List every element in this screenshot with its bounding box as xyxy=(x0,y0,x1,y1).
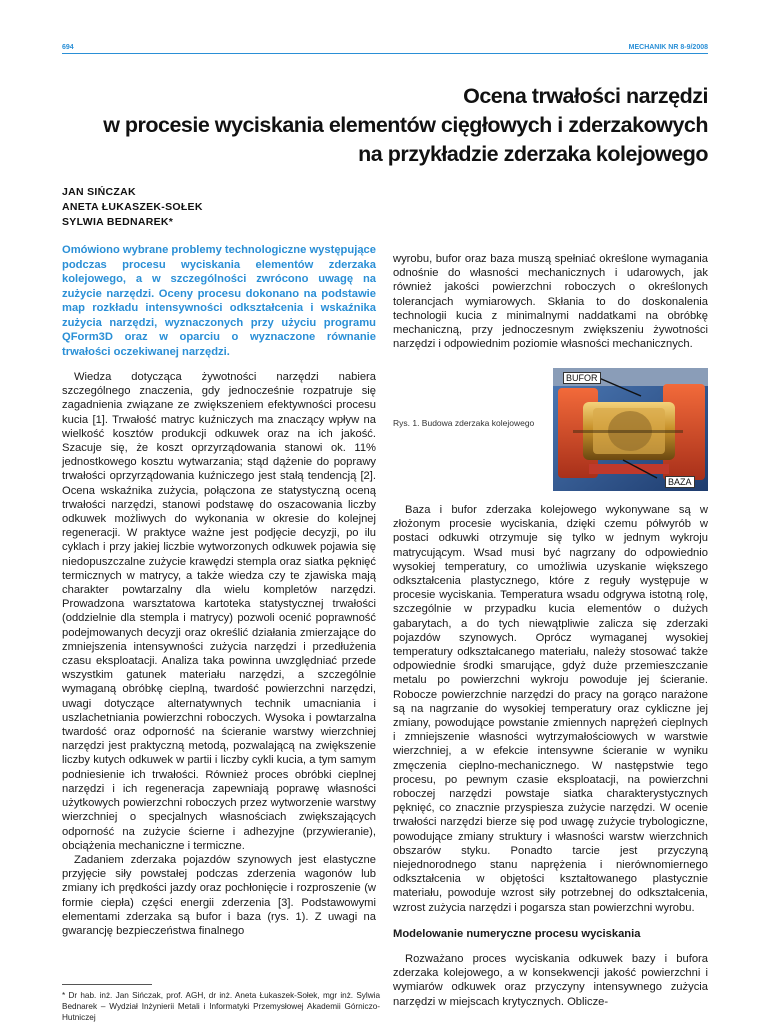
right-column-lower xyxy=(393,503,708,1009)
footnote-rule xyxy=(62,984,152,985)
author-3: SYLWIA BEDNAREK* xyxy=(62,216,174,228)
title-line-1: Ocena trwałości narzędzi xyxy=(463,84,708,108)
body-paragraph-3: wyrobu, bufor oraz baza muszą spełniać określone wymagania odnośnie do własności mechanicznych i udarowych, jak również jakości powierzchni roboczych o określonych tolerancjach wymiarowych. Skłania to do doskonalenia technologii kucia z minimalnymi naddatkami na obróbkę mechaniczną, przy jednoczesnym zwiększeniu żywotności narzędzi i odpowiednim poziomie własności mechanicznych. xyxy=(393,253,708,351)
left-column xyxy=(62,243,376,938)
figure-1 xyxy=(393,368,708,492)
right-column xyxy=(393,252,708,351)
header-rule xyxy=(62,53,708,54)
section-heading: Modelowanie numeryczne procesu wyciskania xyxy=(393,927,641,940)
article-title xyxy=(62,82,708,169)
title-line-2: w procesie wyciskania elementów cięgłowych i zderzakowych xyxy=(103,113,708,137)
journal-name: MECHANIK NR 8-9/2008 xyxy=(628,44,708,51)
body-paragraph-1: Wiedza dotycząca żywotności narzędzi nabiera szczególnego znaczenia, gdy jednocześnie rozpatruje się zagadnienia związane ze zwiększeniem efektywności procesu kucia [1]. Trwałość matryc kuźniczych ma znaczący wpływ na wielkość kosztów produkcji odkuwek oraz na ich jakość. Szacuje się, że koszt oprzyrządowania stanowi ok. 11% jednostkowego kosztu wytwarzania; stąd dążenie do poprawy trwałości oprzyrządowania kuźniczego jest stałą tendencją [2]. Ocena wskaźnika zużycia, połączona ze statystyczną oceną trwałości narzędzi, stanowi podstawę do oszacowania liczby odkuwek możliwych do wykonania w okresie do kolejnej regeneracji. W praktyce ważne jest podjęcie decyzji, po ilu cyklach i przy jakiej liczbie wytworzonych odkuwek pojawia się niedopuszczalne zużycie krawędzi stempla oraz siatka pęknięć termicznych w matrycy, a także wiedza czy te zjawiska mają charakter powtarzalny dla wielu kompletów narzędzi. Prowadzona warsztatowa kartoteka statystycznej trwałości (oddzielnie dla stempla i matrycy) pozwoli ocenić poprawność podejmowanych decyzji oraz określić działania zmierzające do zmniejszenia intensywności zużycia narzędzi i przedłużenia czasu eksploatacji. Analiza taka powinna uwzględniać przede wszystkim gatunek materiału narzędzi, a szczególnie wymaganą obróbkę cieplną, twardość powierzchni narzędzi, uwagi dotyczące alternatywnych technik umacniania i uszlachetniania powierzchni roboczych. Wysoka i powtarzalna twardość oraz odporność na ścieranie warstwy wierzchniej narzędzi jest praktyczną metodą, pozwalającą na zwiększenie liczby kutych odkuwek w partii i liczby cykli kucia, a tym samym podniesienie ich trwałości. Również proces obróbki cieplnej narzędzi i ich regeneracja zapewniają poprawę własności użytkowych powierzchni roboczych przez wytworzenie warstwy wierzchniej o specjalnych własnościach zwiększających odporność na zużycie ścierne i adhezyjne (przywieranie), obciążenia mechaniczne i termiczne. xyxy=(62,371,376,852)
figure-caption: Rys. 1. Budowa zderzaka kolejowego xyxy=(393,418,535,428)
footnote: * Dr hab. inż. Jan Sińczak, prof. AGH, dr inż. Aneta Łukaszek-Sołek, mgr inż. Sylwia Bednarek – Wydział Inżynierii Metali i Informatyki Przemysłowej Akademii Górniczo-Hutniczej xyxy=(62,991,380,1022)
body-paragraph-5: Rozważano proces wyciskania odkuwek bazy i bufora zderzaka kolejowego, a w konsekwencji jakość powierzchni i wymiarów odkuwek oraz przyczyny intensywnego zużycia narzędzi w miejscach krytycznych. Oblicze- xyxy=(393,952,708,1008)
title-line-3: na przykładzie zderzaka kolejowego xyxy=(358,142,708,166)
body-paragraph-4: Baza i bufor zderzaka kolejowego wykonywane są w złożonym procesie wyciskania, dzięki czemu półwyrób w postaci odkuwki otrzymuje się tylko w jednym wykroju matrycującym. Wsad musi być nagrzany do odpowiednio wysokiej temperatury, co umożliwia uzyskanie większego odkształcenia plastycznego, które z reguły występuje w procesie wyciskania. Temperatura wsadu odgrywa istotną rolę, szczególnie w przypadku kucia elementów o dużych gabarytach, a do tych niewątpliwie zalicza się zderzaki pojazdów szynowych. Oprócz wymaganej wysokiej temperatury odkształcanego materiału, należy stosować także odpowiednie środki smarujące, gdyż duże przemieszczanie metalu po powierzchni wykroju powoduje jej ścieranie. Robocze powierzchnie narzędzi do pracy na gorąco narażone są na nagrzanie do wysokiej temperatury oraz cykliczne jej zmiany, powodujące powstanie zmiennych naprężeń cieplnych i zmniejszenie własności wytrzymałościowych w warstwie wierzchniej, a w efekcie intensywne ścieranie w wyniku zmęczenia cieplno-mechanicznego. W następstwie tego procesu, po pewnym czasie eksploatacji, na powierzchni roboczej narzędzi powstaje siatka charakterystycznych pęknięć, co znacznie przyspiesza zużycie narzędzi. W ocenie trwałości narzędzi bierze się pod uwagę zużycie trybologiczne, powodujące zmiany struktury i własności warstw wierzchnich obszarów styku. Ponadto tarcie jest przyczyną niejednorodnego stanu naprężenia i nierównomiernego odkształcenia w objętości kształtowanego plastycznie materiału, powoduje wzrost siły potrzebnej do odkształcenia, wzrost zużycia narzędzi i pogarsza stan powierzchni wyrobu. xyxy=(393,504,708,914)
railway-buffer-illustration xyxy=(553,368,708,491)
bufor-label: BUFOR xyxy=(563,372,601,384)
body-paragraph-2: Zadaniem zderzaka pojazdów szynowych jest elastyczne przyjęcie siły powstałej podczas zderzenia wagonów lub zmiany ich prędkości jazdy oraz pochłonięcie i rozproszenie (w formie ciepła) części energii zderzenia [3]. Podstawowymi elementami zderzaka są bufor i baza (rys. 1). Z uwagi na gwarancję bezpieczeństwa finalnego xyxy=(62,853,376,937)
figure-photo xyxy=(553,368,708,491)
author-1: JAN SIŃCZAK xyxy=(62,186,136,198)
author-2: ANETA ŁUKASZEK-SOŁEK xyxy=(62,201,203,213)
page-number: 694 xyxy=(62,44,74,51)
author-list xyxy=(62,185,203,230)
abstract: Omówiono wybrane problemy technologiczne występujące podczas procesu wyciskania elementów zderzaka kolejowego, a w szczególności zwrócono uwagę na zużycie narzędzi. Oceny procesu dokonano na podstawie map rozkładu intensywności odkształcenia i wskaźnika zużycia narzędzi, wyznaczonych przy użyciu programu QForm3D oraz w oparciu o wyznaczone równanie trwałości oczekiwanej narzędzi. xyxy=(62,244,376,358)
baza-label: BAZA xyxy=(665,476,695,488)
